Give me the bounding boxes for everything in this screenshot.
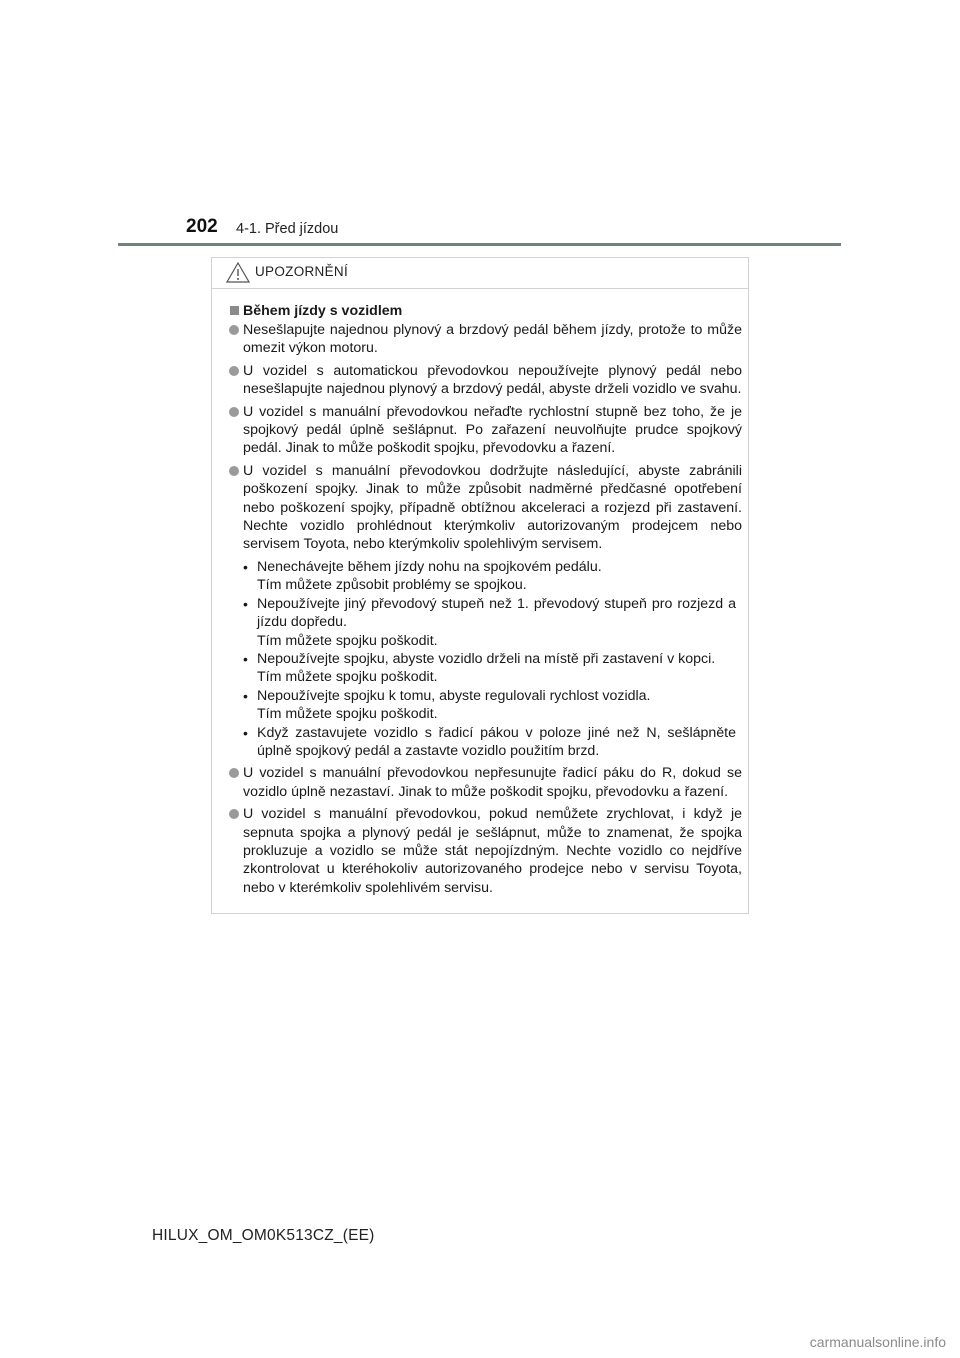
sub-bullet-dot: • (243, 650, 248, 667)
sub-list-item (243, 650, 742, 687)
subheading-text: Během jízdy s vozidlem (243, 303, 403, 319)
sub-item-text: Nepoužívejte jiný převodový stupeň než 1. převodový stupeň pro rozjezd a jízdu dopředu. (257, 595, 736, 631)
page-number: 202 (186, 216, 218, 237)
sub-item-text: Když zastavujete vozidlo s řadicí pákou v poloze jiné než N, sešlápněte úplně spojkový pedál a zastavte vozidlo použitím brzd. (257, 724, 736, 759)
bullet-item (212, 805, 748, 897)
sub-item-text: Nepoužívejte spojku k tomu, abyste regulovali rychlost vozidla. (257, 687, 651, 704)
bullet-item (212, 321, 748, 358)
bullet-item (212, 462, 748, 761)
section-title: 4-1. Před jízdou (236, 221, 339, 237)
warning-box (211, 257, 749, 914)
sub-bullet-dot: • (243, 687, 248, 704)
sub-bullet-dot: • (243, 595, 248, 612)
watermark: carmanualsonline.info (809, 1334, 946, 1350)
bullet-text: U vozidel s manuální převodovkou nepřesunujte řadicí páku do R, dokud se vozidlo úplně nezastaví. Jinak to může poškodit spojku, převodovku a řazení. (243, 765, 742, 800)
bullet-text: U vozidel s manuální převodovkou neřaďte rychlostní stupně bez toho, že je spojkový pedál úplně sešlápnut. Po zařazení neuvolňujte prudce spojkový pedál. Jinak to může poškodit spojku, převodovku a řazení. (243, 403, 742, 457)
sub-list-item (243, 558, 742, 595)
sub-item-note: Tím můžete spojku poškodit. (257, 706, 438, 723)
bullet-text: U vozidel s manuální převodovkou, pokud nemůžete zrychlovat, i když je sepnuta spojka a plynový pedál je sešlápnut, může to znamenat, že spojka prokluzuje a vozidlo se může stát nepojízdným. Nechte vozidlo co nejdříve zkontrolovat u kteréhokoliv autorizovaného prodejce nebo v servisu Toyota, nebo v kterémkoliv spolehlivém servisu. (243, 806, 742, 896)
sub-list-item (243, 687, 742, 724)
circle-bullet-icon (229, 466, 239, 476)
sub-list-item (243, 595, 742, 650)
sub-list-item (243, 724, 742, 761)
header-rule (118, 243, 841, 246)
sub-bullet-dot: • (243, 724, 248, 741)
bullet-text: U vozidel s automatickou převodovkou nepoužívejte plynový pedál nebo nesešlapujte najednou plynový a brzdový pedál, abyste drželi vozidlo ve svahu. (243, 362, 742, 398)
circle-bullet-icon (229, 809, 239, 819)
sub-item-note: Tím můžete spojku poškodit. (257, 669, 438, 686)
warning-body (212, 302, 748, 901)
sub-item-note: Tím můžete způsobit problémy se spojkou. (257, 577, 527, 594)
bullet-item (212, 764, 748, 801)
square-bullet-icon (230, 306, 239, 315)
circle-bullet-icon (229, 768, 239, 778)
circle-bullet-icon (229, 366, 239, 376)
sub-list (243, 558, 742, 760)
circle-bullet-icon (229, 325, 239, 335)
sub-bullet-dot: • (243, 558, 248, 575)
warning-label: UPOZORNĚNÍ (255, 264, 349, 279)
warning-subheading (212, 302, 748, 320)
warning-header (212, 258, 748, 289)
document-code: HILUX_OM_OM0K513CZ_(EE) (152, 1227, 375, 1244)
sub-item-text: Nepoužívejte spojku, abyste vozidlo drželi na místě při zastavení v kopci. (257, 650, 716, 667)
sub-item-text: Nenechávejte během jízdy nohu na spojkovém pedálu. (257, 558, 602, 575)
bullet-text: U vozidel s manuální převodovkou dodržujte následující, abyste zabránili poškození spojky. Jinak to může způsobit nadměrné předčasné opotřebení nebo poškození spojky, případně obtížnou akceleraci a rozjezd při zastavení. Nechte vozidlo prohlédnout kterýmkoliv autorizovaným prodejcem nebo servisem Toyota, nebo kterýmkoliv spolehlivým servisem. (243, 462, 742, 553)
bullet-item (212, 403, 748, 458)
sub-item-note: Tím můžete spojku poškodit. (257, 632, 438, 649)
bullet-item (212, 362, 748, 399)
circle-bullet-icon (229, 407, 239, 417)
warning-triangle-icon (226, 262, 250, 283)
bullet-text: Nesešlapujte najednou plynový a brzdový pedál během jízdy, protože to může omezit výkon motoru. (243, 322, 742, 357)
